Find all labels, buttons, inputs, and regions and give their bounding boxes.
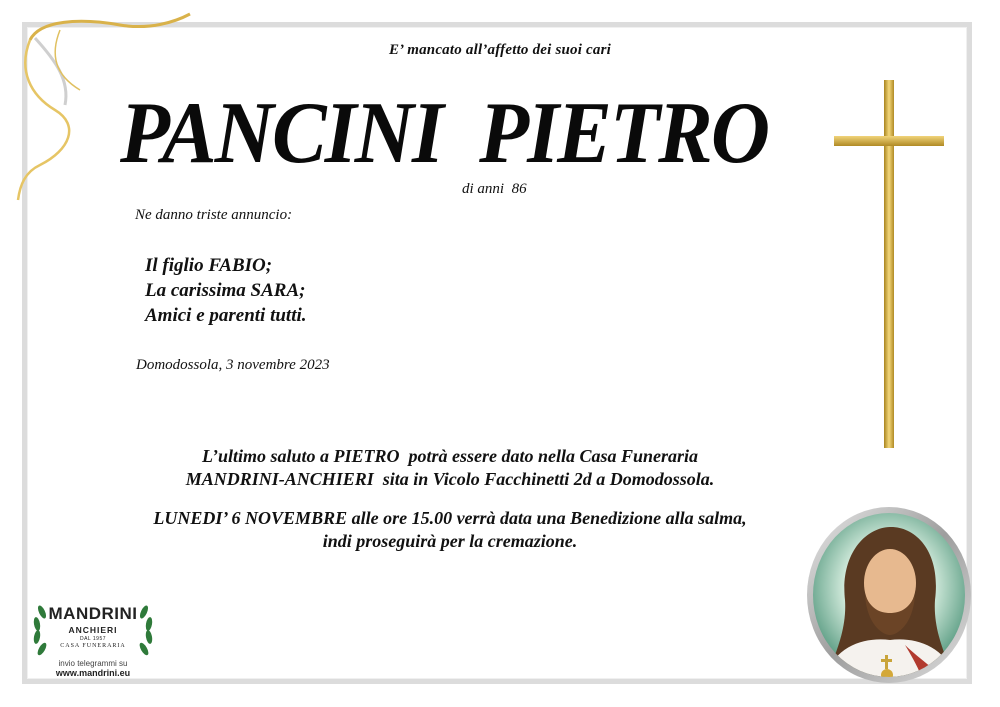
visitation-line: MANDRINI-ANCHIERI sita in Vicolo Facchinetti 2d a Domodossola. [185, 469, 715, 489]
portrait-medallion-icon [805, 505, 973, 685]
announce-line: Ne danno triste annuncio: [135, 207, 293, 223]
notice-header: E’ mancato all’affetto dei suoi cari [388, 42, 612, 58]
family-member: La carissima SARA; [145, 280, 306, 301]
logo-site-link[interactable]: www.mandrini.eu [55, 668, 131, 678]
family-member: Il figlio FABIO; [145, 255, 273, 276]
logo-type: CASA FUNERARIA [60, 643, 126, 649]
visitation-line: L’ultimo saluto a PIETRO potrà essere dato nella Casa Funeraria [201, 446, 699, 466]
service-line: indi proseguirà per la cremazione. [322, 531, 578, 551]
logo-sub: ANCHIERI [68, 625, 118, 635]
deceased-name: PANCINI PIETRO [120, 85, 769, 182]
service-line: LUNEDI’ 6 NOVEMBRE alle ore 15.00 verrà data una Benedizione alla salma, [153, 508, 747, 528]
cross-icon [834, 80, 944, 448]
logo-since: DAL 1957 [79, 636, 107, 642]
place-date: Domodossola, 3 novembre 2023 [136, 357, 330, 373]
family-member: Amici e parenti tutti. [145, 305, 307, 326]
funeral-details [60, 445, 840, 553]
family-list [145, 253, 307, 328]
age-line: di anni 86 [462, 181, 527, 197]
logo-note: invio telegrammi su [58, 659, 128, 668]
logo-brand: MANDRINI [48, 604, 138, 623]
